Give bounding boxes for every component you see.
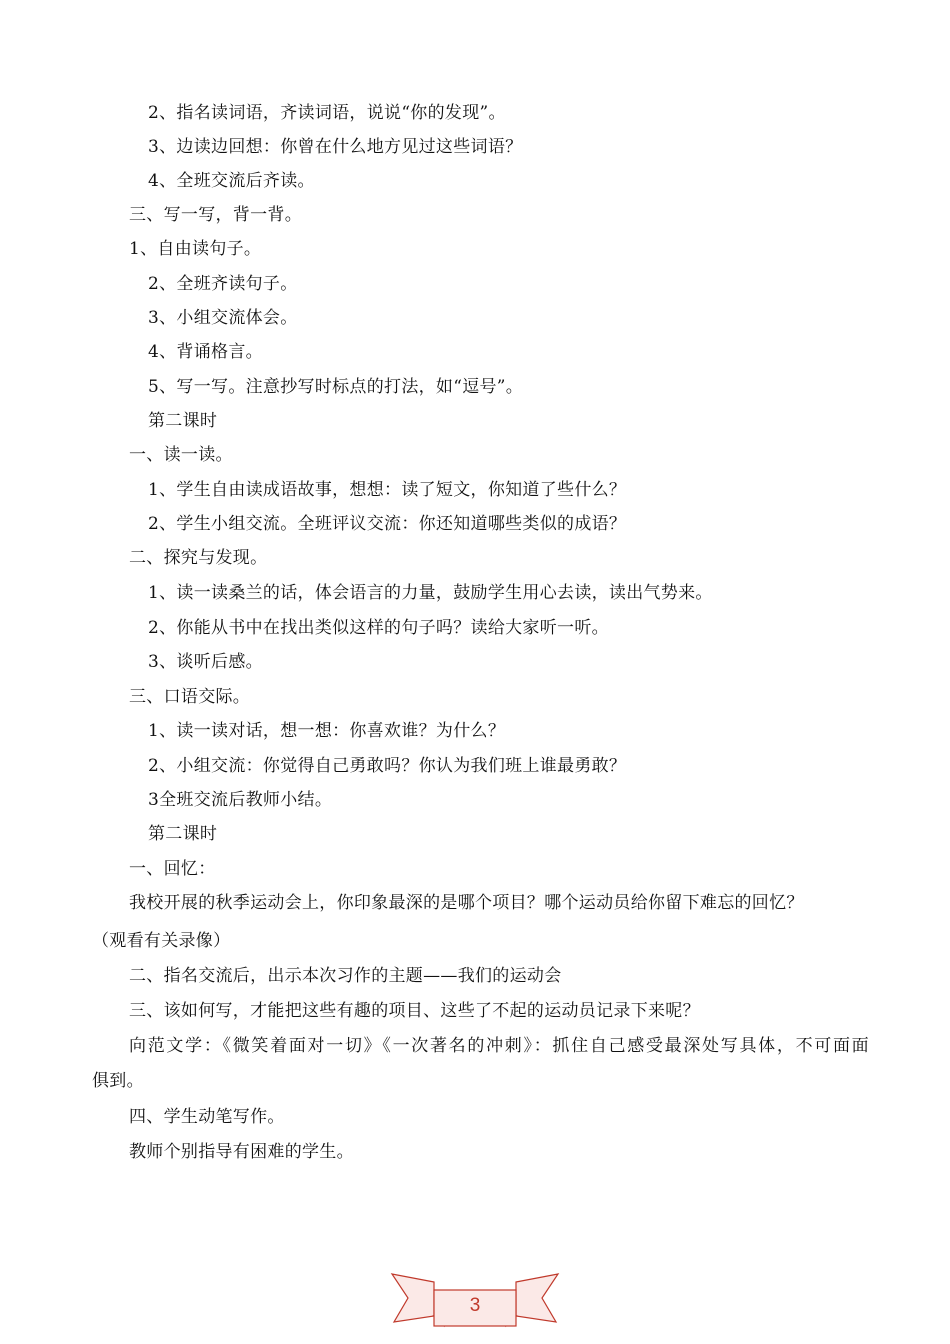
section-heading: 一、读一读。 [129, 445, 233, 465]
text-line: 俱到。 [92, 1071, 144, 1091]
text-line: 3全班交流后教师小结。 [148, 790, 333, 810]
lesson-heading: 第二课时 [148, 411, 218, 431]
text-line: 2、你能从书中在找出类似这样的句子吗？读给大家听一听。 [148, 618, 609, 638]
ribbon-left-tail [392, 1274, 434, 1322]
text-line: 2、小组交流：你觉得自己勇敢吗？你认为我们班上谁最勇敢？ [148, 756, 627, 776]
text-line: 1、自由读句子。 [129, 239, 262, 259]
section-heading: 一、回忆： [129, 859, 216, 879]
text-line: 3、小组交流体会。 [148, 308, 298, 328]
text-line: （观看有关录像） [92, 931, 231, 951]
section-heading: 二、探究与发现。 [129, 548, 268, 568]
text-line: 2、指名读词语，齐读词语，说说“你的发现”。 [148, 103, 506, 123]
text-line: 向范文学：《微笑着面对一切》《一次著名的冲刺》：抓住自己感受最深处写具体，不可面面 [129, 1036, 869, 1056]
text-line: 1、学生自由读成语故事，想想：读了短文，你知道了些什么？ [148, 480, 627, 500]
text-line: 4、背诵格言。 [148, 342, 263, 362]
text-line: 1、读一读对话，想一想：你喜欢谁？为什么？ [148, 721, 506, 741]
ribbon-right-tail [516, 1274, 558, 1322]
text-line: 3、边读边回想：你曾在什么地方见过这些词语？ [148, 137, 523, 157]
section-heading: 二、指名交流后，出示本次习作的主题——我们的运动会 [129, 966, 562, 986]
text-line: 4、全班交流后齐读。 [148, 171, 315, 191]
text-line: 3、谈听后感。 [148, 652, 263, 672]
text-line: 5、写一写。注意抄写时标点的打法，如“逗号”。 [148, 377, 524, 397]
section-heading: 四、学生动笔写作。 [129, 1107, 285, 1127]
page-number: 3 [469, 1295, 481, 1316]
page-footer [390, 1268, 560, 1332]
text-line: 1、读一读桑兰的话，体会语言的力量，鼓励学生用心去读，读出气势来。 [148, 583, 713, 603]
lesson-heading: 第二课时 [148, 824, 218, 844]
section-heading: 三、写一写，背一背。 [129, 205, 302, 225]
section-heading: 三、口语交际。 [129, 687, 251, 707]
text-line: 我校开展的秋季运动会上，你印象最深的是哪个项目？哪个运动员给你留下难忘的回忆？ [129, 893, 804, 913]
text-line: 2、全班齐读句子。 [148, 274, 298, 294]
section-heading: 三、该如何写，才能把这些有趣的项目、这些了不起的运动员记录下来呢？ [129, 1001, 700, 1021]
text-line: 2、学生小组交流。全班评议交流：你还知道哪些类似的成语？ [148, 514, 627, 534]
text-line: 教师个别指导有困难的学生。 [129, 1142, 354, 1162]
